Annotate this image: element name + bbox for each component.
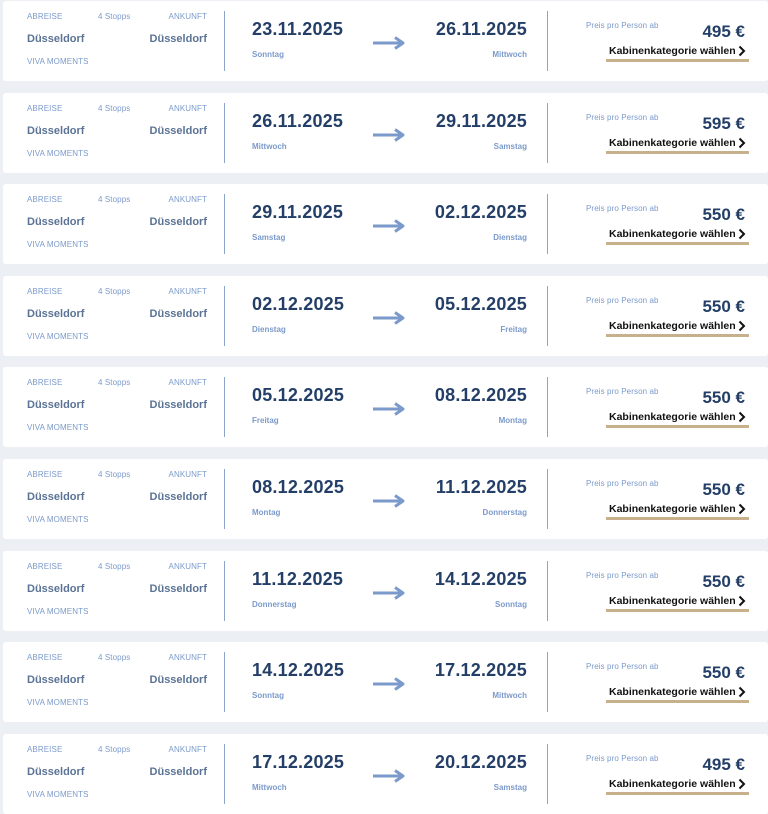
- end-date: 20.12.2025: [434, 751, 527, 772]
- arrival-city: Düsseldorf: [149, 491, 207, 503]
- brand-label: VIVA MOMENTS: [27, 423, 89, 433]
- end-date: 14.12.2025: [434, 568, 527, 589]
- divider: [547, 744, 548, 804]
- start-date: 02.12.2025: [252, 293, 345, 314]
- divider: [224, 744, 225, 804]
- end-date: 02.12.2025: [434, 202, 527, 223]
- departure-city: Düsseldorf: [27, 491, 85, 503]
- arrival-label: ANKUNFT: [168, 195, 207, 205]
- stops-count: 4 Stopps: [98, 378, 131, 388]
- stops-count: 4 Stopps: [98, 12, 131, 21]
- stops-count: 4 Stopps: [98, 470, 131, 479]
- chevron-right-icon: [737, 595, 747, 607]
- start-date: 11.12.2025: [252, 568, 344, 589]
- start-date: 17.12.2025: [252, 751, 345, 772]
- price: 595 €: [702, 113, 745, 133]
- price-label: Preis pro Person ab: [586, 295, 659, 305]
- departure-city: Düsseldorf: [27, 674, 85, 687]
- divider: [547, 103, 548, 163]
- price-label: Preis pro Person ab: [586, 204, 659, 214]
- start-weekday: Mittwoch: [252, 782, 287, 792]
- arrival-city: Düsseldorf: [149, 582, 207, 595]
- price: 495 €: [702, 22, 745, 41]
- cruise-card: [3, 459, 768, 539]
- arrival-label: ANKUNFT: [168, 653, 207, 663]
- arrival-label: ANKUNFT: [168, 103, 207, 113]
- start-date: 08.12.2025: [252, 477, 345, 497]
- arrival-city: Düsseldorf: [149, 124, 207, 137]
- start-weekday: Montag: [252, 508, 281, 517]
- divider: [224, 377, 225, 437]
- departure-label: ABREISE: [27, 744, 63, 754]
- end-weekday: Sonntag: [495, 599, 527, 609]
- price-label: Preis pro Person ab: [586, 112, 659, 122]
- start-date: 05.12.2025: [252, 385, 345, 406]
- select-cabin-label: Kabinenkategorie wählen: [609, 594, 736, 607]
- chevron-right-icon: [737, 137, 747, 149]
- stops-count: 4 Stopps: [98, 195, 131, 205]
- start-weekday: Sonntag: [252, 50, 284, 59]
- select-cabin-button[interactable]: [606, 136, 749, 154]
- divider: [224, 11, 225, 71]
- brand-label: VIVA MOMENTS: [27, 148, 89, 158]
- arrival-label: ANKUNFT: [168, 561, 207, 571]
- price-label: Preis pro Person ab: [586, 662, 659, 672]
- end-date: 05.12.2025: [434, 293, 527, 314]
- chevron-right-icon: [737, 411, 747, 423]
- price-label: Preis pro Person ab: [586, 570, 659, 580]
- arrow-right-icon: [372, 128, 406, 142]
- start-date: 26.11.2025: [252, 110, 344, 131]
- price: 550 €: [702, 296, 745, 316]
- end-date: 26.11.2025: [435, 19, 527, 39]
- chevron-right-icon: [737, 503, 747, 515]
- brand-label: VIVA MOMENTS: [27, 515, 89, 524]
- stops-count: 4 Stopps: [98, 653, 131, 663]
- departure-label: ABREISE: [27, 378, 63, 388]
- select-cabin-label: Kabinenkategorie wählen: [609, 319, 736, 332]
- divider: [224, 286, 225, 346]
- end-date: 29.11.2025: [435, 110, 527, 131]
- cruise-card: [3, 276, 768, 356]
- end-weekday: Samstag: [493, 782, 527, 792]
- departure-label: ABREISE: [27, 286, 63, 296]
- divider: [547, 469, 548, 529]
- price: 550 €: [702, 663, 745, 683]
- stops-count: 4 Stopps: [98, 561, 131, 571]
- select-cabin-label: Kabinenkategorie wählen: [609, 45, 736, 57]
- select-cabin-label: Kabinenkategorie wählen: [609, 136, 736, 149]
- end-date: 17.12.2025: [434, 660, 527, 681]
- price: 495 €: [702, 754, 745, 774]
- departure-label: ABREISE: [27, 12, 63, 21]
- arrow-right-icon: [372, 677, 406, 691]
- arrival-label: ANKUNFT: [168, 378, 207, 388]
- select-cabin-label: Kabinenkategorie wählen: [609, 228, 736, 241]
- departure-city: Düsseldorf: [27, 765, 85, 778]
- chevron-right-icon: [737, 320, 747, 332]
- arrow-right-icon: [372, 36, 406, 50]
- select-cabin-button[interactable]: [606, 685, 749, 703]
- departure-city: Düsseldorf: [27, 33, 85, 45]
- select-cabin-button[interactable]: [606, 410, 749, 428]
- arrival-label: ANKUNFT: [168, 744, 207, 754]
- start-date: 23.11.2025: [252, 19, 344, 39]
- divider: [547, 561, 548, 621]
- end-weekday: Samstag: [493, 141, 527, 151]
- select-cabin-button[interactable]: [606, 594, 749, 612]
- cruise-card: [3, 1, 768, 81]
- cruise-card: [3, 551, 768, 631]
- arrow-right-icon: [372, 494, 406, 508]
- departure-label: ABREISE: [27, 195, 63, 205]
- stops-count: 4 Stopps: [98, 103, 131, 113]
- price: 550 €: [702, 388, 745, 408]
- arrow-right-icon: [372, 311, 406, 325]
- end-date: 08.12.2025: [434, 385, 527, 406]
- start-weekday: Mittwoch: [252, 141, 287, 151]
- arrow-right-icon: [372, 586, 406, 600]
- arrival-city: Düsseldorf: [149, 307, 207, 320]
- departure-label: ABREISE: [27, 561, 63, 571]
- select-cabin-button[interactable]: [606, 777, 749, 795]
- arrival-city: Düsseldorf: [149, 765, 207, 778]
- departure-city: Düsseldorf: [27, 399, 85, 412]
- divider: [224, 652, 225, 712]
- arrival-label: ANKUNFT: [168, 470, 207, 479]
- divider: [547, 377, 548, 437]
- end-weekday: Donnerstag: [482, 508, 527, 517]
- departure-city: Düsseldorf: [27, 216, 85, 229]
- start-weekday: Samstag: [252, 233, 286, 243]
- select-cabin-button[interactable]: [606, 227, 749, 245]
- start-weekday: Dienstag: [252, 324, 286, 334]
- divider: [224, 469, 225, 529]
- departure-city: Düsseldorf: [27, 582, 85, 595]
- start-date: 14.12.2025: [252, 660, 345, 681]
- divider: [224, 194, 225, 254]
- arrow-right-icon: [372, 769, 406, 783]
- chevron-right-icon: [737, 45, 747, 57]
- start-weekday: Sonntag: [252, 691, 284, 701]
- end-weekday: Montag: [498, 416, 527, 426]
- arrival-label: ANKUNFT: [168, 12, 207, 21]
- start-date: 29.11.2025: [252, 202, 344, 223]
- departure-label: ABREISE: [27, 470, 63, 479]
- arrival-city: Düsseldorf: [149, 216, 207, 229]
- brand-label: VIVA MOMENTS: [27, 331, 89, 341]
- price: 550 €: [702, 480, 745, 499]
- price: 550 €: [702, 205, 745, 225]
- price-label: Preis pro Person ab: [586, 21, 659, 30]
- brand-label: VIVA MOMENTS: [27, 606, 89, 616]
- end-weekday: Mittwoch: [492, 691, 527, 701]
- brand-label: VIVA MOMENTS: [27, 57, 89, 66]
- chevron-right-icon: [737, 228, 747, 240]
- select-cabin-button[interactable]: [606, 502, 749, 520]
- cruise-card: [3, 184, 768, 264]
- select-cabin-label: Kabinenkategorie wählen: [609, 686, 736, 699]
- arrow-right-icon: [372, 402, 406, 416]
- select-cabin-label: Kabinenkategorie wählen: [609, 503, 736, 515]
- cruise-card: [3, 642, 768, 722]
- departure-city: Düsseldorf: [27, 307, 85, 320]
- brand-label: VIVA MOMENTS: [27, 698, 89, 708]
- arrival-city: Düsseldorf: [149, 33, 207, 45]
- divider: [224, 561, 225, 621]
- chevron-right-icon: [737, 778, 747, 790]
- select-cabin-button[interactable]: [606, 44, 749, 62]
- divider: [547, 286, 548, 346]
- divider: [547, 194, 548, 254]
- start-weekday: Freitag: [252, 416, 279, 426]
- select-cabin-label: Kabinenkategorie wählen: [609, 777, 736, 790]
- departure-label: ABREISE: [27, 103, 63, 113]
- cruise-card: [3, 367, 768, 447]
- select-cabin-button[interactable]: [606, 319, 749, 337]
- stops-count: 4 Stopps: [98, 286, 131, 296]
- stops-count: 4 Stopps: [98, 744, 131, 754]
- select-cabin-label: Kabinenkategorie wählen: [609, 411, 736, 424]
- divider: [547, 652, 548, 712]
- end-weekday: Mittwoch: [492, 50, 527, 59]
- price: 550 €: [702, 571, 745, 591]
- arrival-label: ANKUNFT: [168, 286, 207, 296]
- end-date: 11.12.2025: [435, 477, 527, 497]
- price-label: Preis pro Person ab: [586, 387, 659, 397]
- price-label: Preis pro Person ab: [586, 753, 659, 763]
- arrow-right-icon: [372, 219, 406, 233]
- arrival-city: Düsseldorf: [149, 674, 207, 687]
- cruise-card: [3, 734, 768, 814]
- start-weekday: Donnerstag: [252, 599, 297, 609]
- end-weekday: Freitag: [500, 324, 527, 334]
- cruise-card: [3, 93, 768, 173]
- price-label: Preis pro Person ab: [586, 479, 659, 488]
- divider: [224, 103, 225, 163]
- divider: [547, 11, 548, 71]
- end-weekday: Dienstag: [493, 233, 527, 243]
- departure-city: Düsseldorf: [27, 124, 85, 137]
- brand-label: VIVA MOMENTS: [27, 789, 89, 799]
- chevron-right-icon: [737, 686, 747, 698]
- brand-label: VIVA MOMENTS: [27, 240, 89, 250]
- departure-label: ABREISE: [27, 653, 63, 663]
- arrival-city: Düsseldorf: [149, 399, 207, 412]
